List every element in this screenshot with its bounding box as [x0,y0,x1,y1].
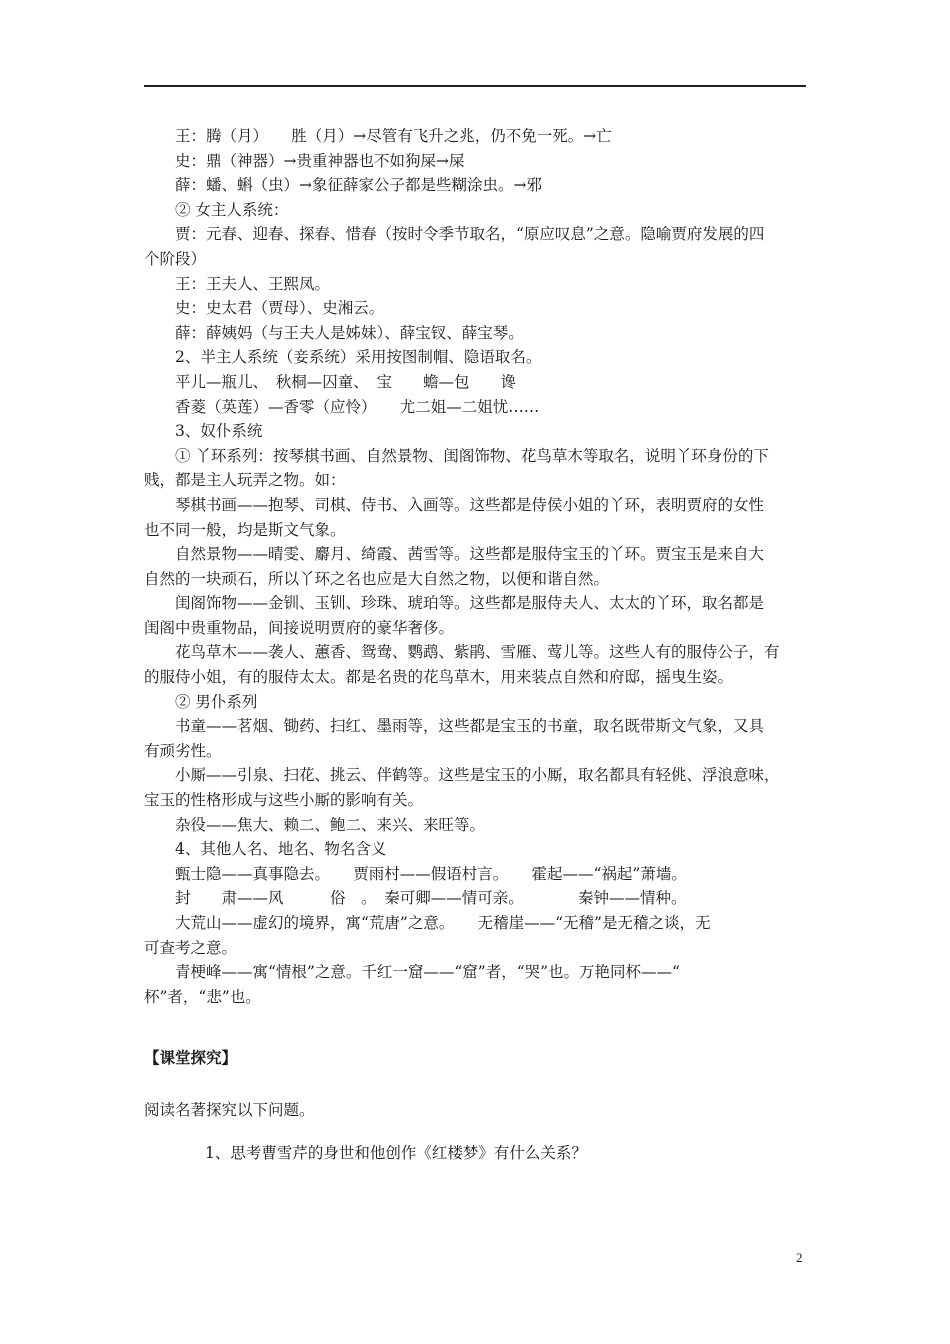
text-line: 可查考之意。 [144,938,238,957]
text-line: 小厮——引泉、扫花、挑云、伴鹤等。这些是宝玉的小厮，取名都具有轻佻、浮浪意味， [175,766,780,785]
text-line: 花鸟草木——袭人、蕙香、鸳鸯、鹦鹉、紫鹃、雪雁、莺儿等。这些人有的服侍公子，有 [175,643,780,662]
text-line: 2、半主人系统（妾系统）采用按图制帽、隐语取名。 [175,348,542,367]
page-number: 2 [796,1250,803,1265]
text-line: 甄士隐——真事隐去。 贾雨村——假语村言。 霍起——“祸起”萧墙。 [175,864,687,883]
section-heading: 【课堂探究】 [144,1048,238,1067]
text-line: 也不同一般，均是斯文气象。 [144,520,346,539]
text-line: 自然的一块顽石，所以丫环之名也应是大自然之物，以便和谐自然。 [144,569,610,588]
text-line: 贱，都是主人玩弄之物。如： [144,471,346,490]
text-line: 王：腾（月） 胜（月）→尽管有飞升之兆，仍不免一死。→亡 [175,127,612,145]
text-line: 史：史太君（贾母）、史湘云。 [175,299,385,318]
text-line: 宝玉的性格形成与这些小厮的影响有关。 [144,791,424,810]
text-line: 青梗峰——寓“情根”之意。千红一窟——“窟”者，“哭”也。万艳同杯——“ [175,963,680,982]
text-line: 王：王夫人、王熙凤。 [175,274,331,293]
body-text [144,124,806,1009]
text-line: 杯”者，“悲”也。 [144,987,261,1006]
text-line: 封 肃——风 俗 。 秦可卿——情可亲。 秦钟——情种。 [175,889,687,908]
question-1: 1、思考曹雪芹的身世和他创作《红楼梦》有什么关系？ [205,1144,587,1162]
text-line: 贾：元春、迎春、探春、惜春（按时令季节取名，“原应叹息”之意。隐喻贾府发展的四 [175,225,765,244]
text-line: ② 女主人系统： [175,200,289,219]
text-line: 自然景物——晴雯、麝月、绮霞、茜雪等。这些都是服侍宝玉的丫环。贾宝玉是来自大 [175,545,765,564]
text-line: ② 男仆系列 [175,692,258,711]
text-line: 闺阁饰物——金钏、玉钏、珍珠、琥珀等。这些都是服侍夫人、太太的丫环，取名都是 [175,594,765,613]
text-line: 杂役——焦大、赖二、鲍二、来兴、来旺等。 [175,815,486,834]
text-line: 琴棋书画——抱琴、司棋、侍书、入画等。这些都是侍侯小姐的丫环，表明贾府的女性 [175,495,765,514]
text-line: 的服侍小姐，有的服侍太太。都是名贵的花鸟草木，用来装点自然和府邸，摇曳生姿。 [144,668,734,687]
text-line: 有顽劣性。 [144,741,222,760]
text-line: 大荒山——虚幻的境界，寓“荒唐”之意。 无稽崖——“无稽”是无稽之谈，无 [175,914,711,932]
text-line: 3、奴仆系统 [175,422,263,441]
intro-text: 阅读名著探究以下问题。 [144,1101,315,1119]
text-line: ① 丫环系列：按琴棋书画、自然景物、闺阁饰物、花鸟草木等取名，说明丫环身份的下 [175,446,769,465]
text-line: 香菱（英莲）—香零（应怜） 尤二姐—二姐忧…… [175,397,540,416]
text-line: 史：鼎（神器）→贵重神器也不如狗屎→屎 [175,151,465,170]
header-rule [144,85,806,87]
text-line: 书童——茗烟、锄药、扫红、墨雨等，这些都是宝玉的书童，取名既带斯文气象，又具 [175,717,765,736]
text-line: 平儿—瓶儿、 秋桐—囚童、 宝 蟾—包 谗 [175,372,517,391]
text-line: 4、其他人名、地名、物名含义 [175,840,387,859]
text-line: 个阶段） [144,249,207,268]
text-line: 薛：蟠、蝌（虫）→象征薛家公子都是些糊涂虫。→邪 [175,176,542,195]
text-line: 闺阁中贵重物品，间接说明贾府的豪华奢侈。 [144,618,455,637]
text-line: 薛：薛姨妈（与王夫人是姊妹）、薛宝钗、薛宝琴。 [175,323,524,342]
